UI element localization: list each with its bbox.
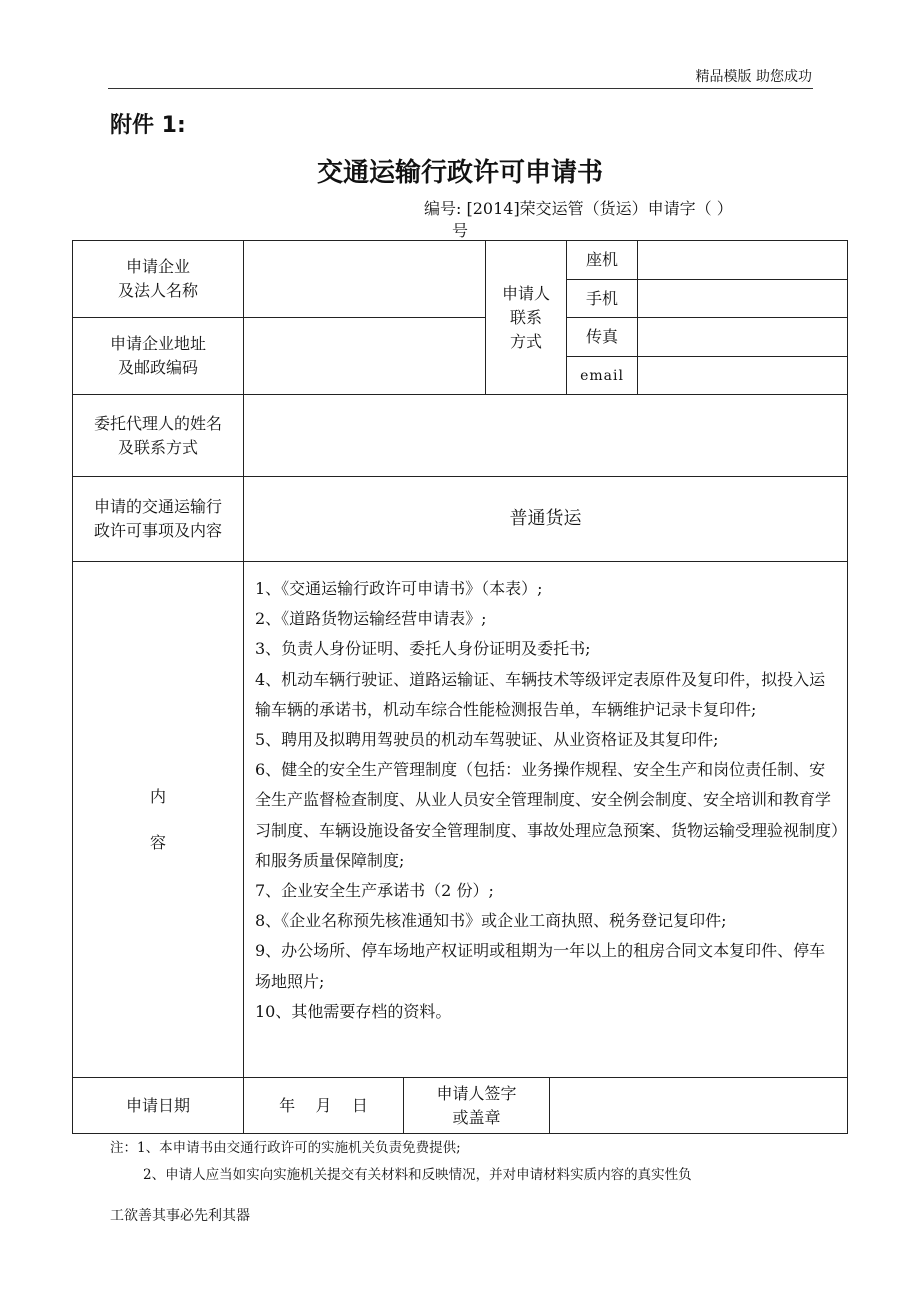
note-2: 2、申请人应当如实向实施机关提交有关材料和反映情况，并对申请材料实质内容的真实性负 [143, 1167, 692, 1183]
list-item: 9、办公场所、停车场地产权证明或租期为一年以上的租房合同文本复印件、停车场地照片; [255, 941, 826, 991]
contact-label-line3: 方式 [509, 331, 542, 351]
date-field[interactable]: 年 月 日 [279, 1095, 368, 1115]
contact-label [486, 241, 566, 394]
address-field[interactable] [244, 318, 485, 394]
header-tagline: 精品模版 助您成功 [695, 69, 812, 85]
applicant-company-label-line1: 申请企业 [125, 257, 190, 276]
contact-label-line1: 申请人 [501, 283, 550, 303]
applicant-company-field[interactable] [244, 241, 485, 317]
header-divider [108, 88, 813, 89]
agent-field[interactable] [244, 395, 847, 476]
landline-label: 座机 [585, 250, 618, 269]
doc-number-line1: 编号: [2014]荣交运管（货运）申请字（ ） [424, 199, 733, 218]
fax-field[interactable] [638, 318, 847, 356]
list-item: 1、《交通运输行政许可申请书》（本表）; [255, 579, 543, 598]
email-label: email [580, 367, 624, 384]
attachment-label: 附件 1: [110, 113, 186, 138]
permit-label-line2: 政许可事项及内容 [93, 521, 222, 540]
list-item: 2、《道路货物运输经营申请表》; [255, 609, 487, 629]
signature-label-line2: 或盖章 [452, 1107, 501, 1127]
page-title: 交通运输行政许可申请书 [316, 158, 603, 188]
address-label-line1: 申请企业地址 [109, 334, 206, 353]
content-label-line1: 内 [149, 786, 166, 806]
agent-label-line1: 委托代理人的姓名 [93, 413, 222, 433]
table-border-right [847, 240, 848, 1134]
agent-label [73, 395, 243, 476]
list-item: 10、其他需要存档的资料。 [255, 1001, 452, 1021]
list-item: 8、《企业名称预先核准通知书》或企业工商执照、税务登记复印件; [255, 911, 727, 931]
signature-label [404, 1078, 549, 1133]
content-label-line2: 容 [149, 832, 166, 852]
list-item: 7、企业安全生产承诺书（2 份）; [255, 881, 494, 901]
list-item: 4、机动车辆行驶证、道路运输证、车辆技术等级评定表原件及复印件，拟投入运输车辆的承诺书，机动车综合性能检测报告单，车辆维护记录卡复印件; [255, 669, 826, 719]
applicant-company-label [73, 241, 243, 317]
applicant-company-label-line2: 及法人名称 [117, 281, 198, 300]
list-item: 3、负责人身份证明、委托人身份证明及委托书; [255, 639, 591, 659]
address-label-line2: 及邮政编码 [117, 358, 198, 377]
fax-label: 传真 [585, 327, 618, 346]
signature-label-line1: 申请人签字 [436, 1083, 517, 1103]
content-items-list [255, 574, 840, 1027]
signature-field[interactable] [550, 1078, 847, 1133]
list-item: 5、聘用及拟聘用驾驶员的机动车驾驶证、从业资格证及其复印件; [255, 730, 719, 750]
mobile-label: 手机 [585, 288, 618, 308]
mobile-field[interactable] [638, 280, 847, 317]
content-label [73, 562, 243, 1077]
footer-slogan: 工欲善其事必先利其器 [110, 1208, 250, 1224]
note-1: 注：1、本申请书由交通行政许可的实施机关负责免费提供; [110, 1140, 461, 1156]
address-label [73, 318, 243, 394]
doc-number-line2: 号 [452, 221, 469, 240]
email-field[interactable] [638, 357, 847, 394]
list-item: 6、健全的安全生产管理制度（包括：业务操作规程、安全生产和岗位责任制、安全生产监督检查制度、从业人员安全管理制度、安全例会制度、安全培训和教育学习制度、车辆设施设备安全管理制度、事故处理应急预案、货物运输受理验视制度）和服务质量保障制度; [255, 760, 840, 870]
table-border-bottom [72, 1133, 848, 1134]
permit-label [73, 477, 243, 561]
contact-label-line2: 联系 [509, 307, 542, 327]
agent-label-line2: 及联系方式 [117, 437, 198, 457]
landline-field[interactable] [638, 241, 847, 279]
permit-label-line1: 申请的交通运输行 [93, 497, 222, 516]
date-label: 申请日期 [125, 1095, 190, 1115]
permit-value: 普通货运 [509, 508, 582, 529]
